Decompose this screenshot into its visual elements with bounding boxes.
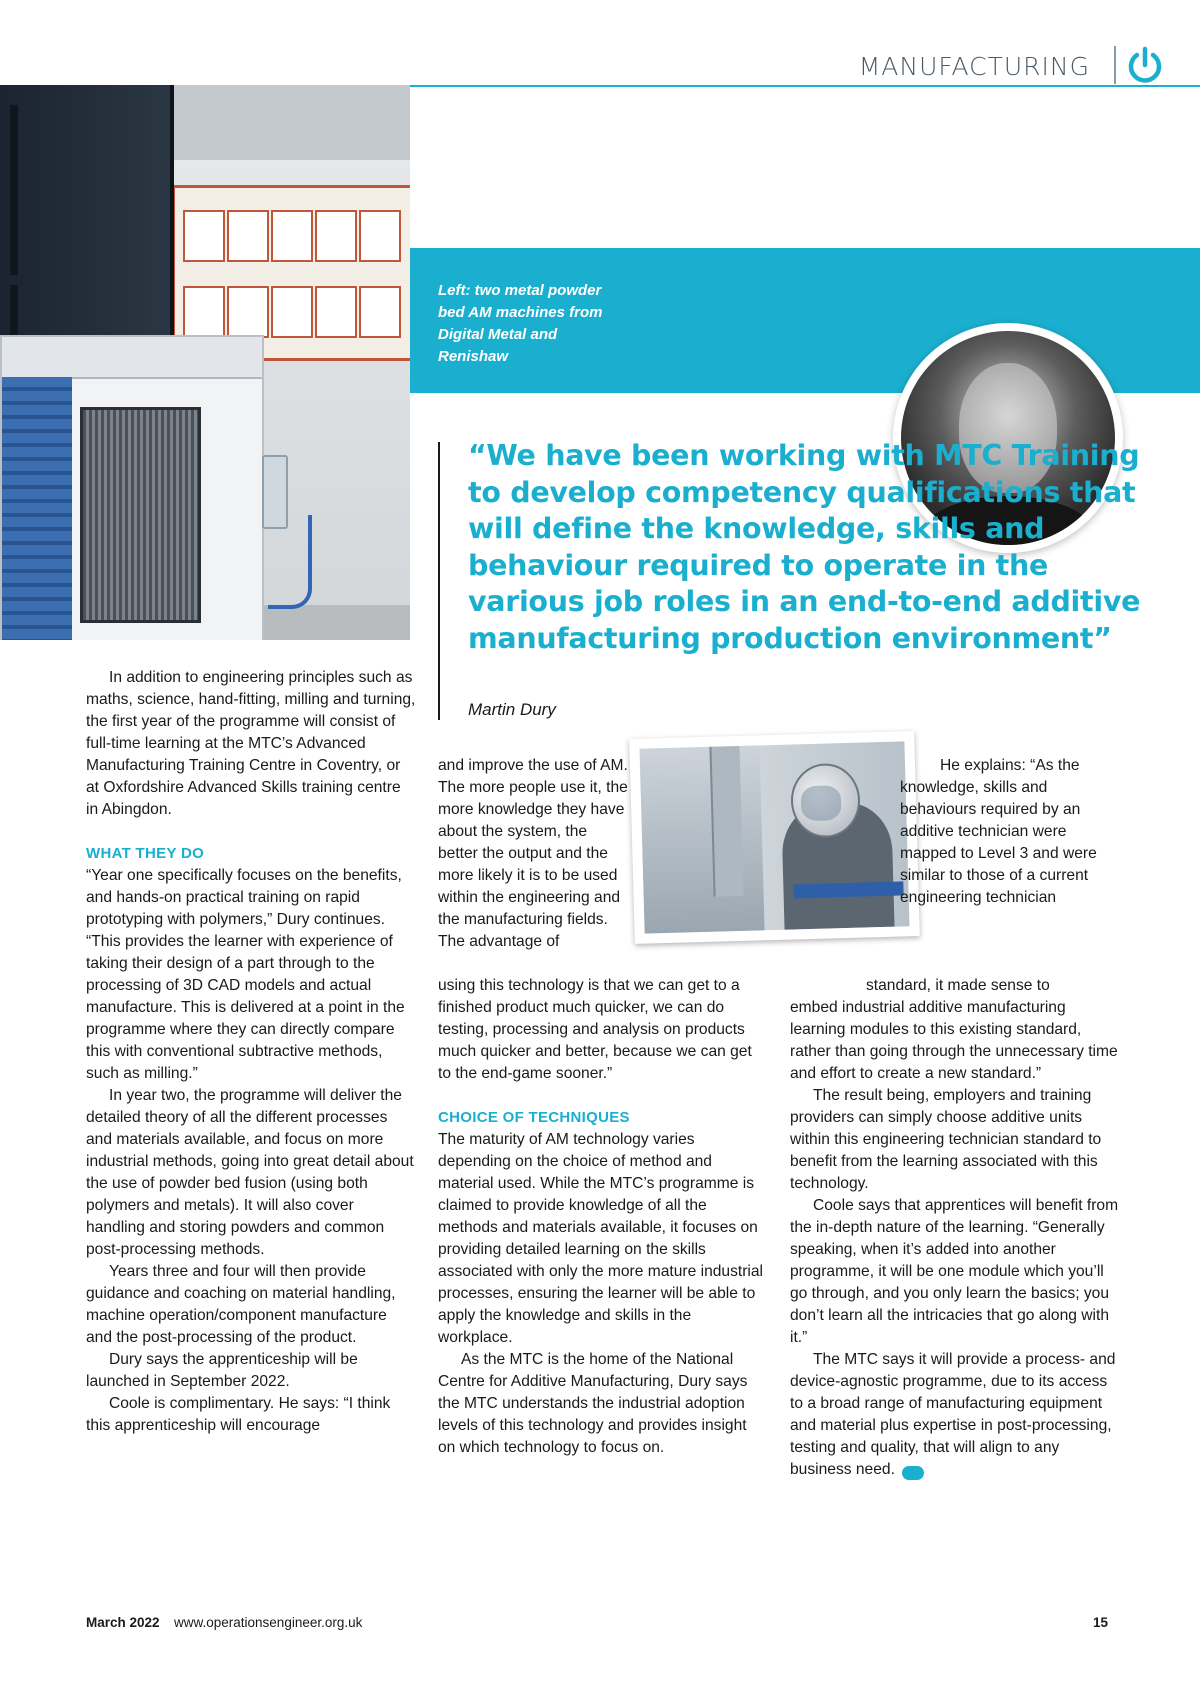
paragraph: using this technology is that we can get to a finished product much quicker, we can do testing, processing and analysis on products much quicker and better, because we can get to the end-game sooner.”	[438, 977, 752, 1082]
paragraph: Years three and four will then provide guidance and coaching on material handling, machine operation/component manufacture and the post-processing of the product.	[86, 1263, 396, 1346]
machine-column	[709, 746, 743, 897]
lab-wall-upper	[160, 85, 410, 160]
pull-quote: “We have been working with MTC Training to develop competency qualifications that will define the knowledge, skills and behaviour required to operate in the various job roles in an end-to-end additive manufacturing production environment”	[468, 439, 1141, 655]
technician-photo	[629, 731, 920, 944]
quote-attribution: Martin Dury	[468, 700, 556, 719]
paragraph-text: The MTC says it will provide a process- and device-agnostic programme, due to its access to a broad range of manufacturing equipment and material plus expertise in post-processing, testing and quality, that will align to any business need.	[790, 1351, 1116, 1478]
column-3	[790, 997, 1120, 1481]
lab-machines-photo	[0, 85, 410, 640]
paragraph: As the MTC is the home of the National Centre for Additive Manufacturing, Dury says the MTC understands the industrial adoption levels of this technology and provides insight on which technology to focus on.	[438, 1351, 748, 1456]
column-2	[438, 975, 764, 1459]
paragraph: Coole is complimentary. He says: “I think this apprenticeship will encourage	[86, 1395, 391, 1434]
photo-caption: Left: two metal powder bed AM machines from Digital Metal and Renishaw	[438, 282, 603, 365]
oe-logo-icon: oe	[902, 1466, 924, 1480]
column-2-wrap	[438, 755, 628, 953]
subhead-choice-of-techniques: CHOICE OF TECHNIQUES	[438, 1109, 630, 1126]
section-label: MANUFACTURING	[858, 52, 1090, 81]
paragraph: and improve the use of AM. The more people use it, the more knowledge they have about the system, the better the output and the more likely it is to be used within the engineering and the manufacturing fields. The advantage of	[438, 757, 628, 950]
am-machine	[639, 745, 764, 933]
page-number: 15	[1092, 1615, 1108, 1630]
paragraph: “Year one specifically focuses on the benefits, and hands-on practical training on rapid prototyping with polymers,” Dury continues. “This provides the learner with experience of taking their design of a part through to the processing of 3D CAD models and actual manufacture. This is delivered at a point in the programme where they can directly compare this with conventional subtractive methods, such as milling.”	[86, 867, 405, 1082]
paragraph: embed industrial additive manufacturing learning modules to this existing standard, rather than going through the unnecessary time and effort to create a new standard.”	[790, 999, 1118, 1082]
paragraph: He explains: “As the knowledge, skills and behaviours required by an additive technician were mapped to Level 3 and were similar to those of a current engineering technician	[900, 757, 1097, 906]
subhead-what-they-do: WHAT THEY DO	[86, 845, 205, 862]
paragraph-line: standard, it made sense to	[866, 977, 1050, 994]
paragraph: In addition to engineering principles such as maths, science, hand-fitting, milling and turning, the first year of the programme will consist of full-time learning at the MTC’s Advanced Manufacturing Training Centre in Coventry, or at Oxfordshire Advanced Skills training centre in Abingdon.	[86, 669, 416, 818]
header-divider	[1114, 46, 1116, 84]
helmet-visor	[801, 785, 842, 821]
paragraph: In year two, the programme will deliver the detailed theory of all the different processes and materials available, and focus on more industrial methods, going into great detail about the use of powder bed fusion (using both polymers and metals). It will also cover handling and storing powders and common post-processing methods.	[86, 1087, 414, 1258]
paragraph: Coole says that apprentices will benefit from the in-depth nature of the learning. “Generally speaking, when it’s added into another programme, it will be one module which you’ll go through, and you only learn the basics; you don’t learn all the intricacies that go along with it.”	[790, 1197, 1119, 1346]
paragraph: The result being, employers and training providers can simply choose additive units within this engineering technician standard to benefit from the learning associated with this technology.	[790, 1087, 1102, 1192]
paragraph: The maturity of AM technology varies depending on the choice of method and material used. While the MTC’s programme is claimed to provide knowledge of all the methods and materials available, it focuses on providing detailed learning on the skills associated with only the more mature industrial processes, ensuring the learner will be able to apply the knowledge and skills in the workplace.	[438, 1131, 764, 1346]
column-3-line	[866, 975, 1126, 997]
paragraph-final	[790, 1349, 1120, 1481]
footer-url[interactable]: www.operationsengineer.org.uk	[174, 1615, 363, 1630]
paragraph: Dury says the apprenticeship will be launched in September 2022.	[86, 1351, 358, 1390]
blue-hose	[268, 515, 312, 609]
quote-rule	[438, 442, 440, 720]
footer-date: March 2022	[86, 1615, 160, 1630]
column-3-wrap	[900, 755, 1115, 909]
power-icon	[1126, 46, 1164, 84]
column-1	[86, 667, 416, 1437]
chiller-unit	[0, 335, 264, 640]
